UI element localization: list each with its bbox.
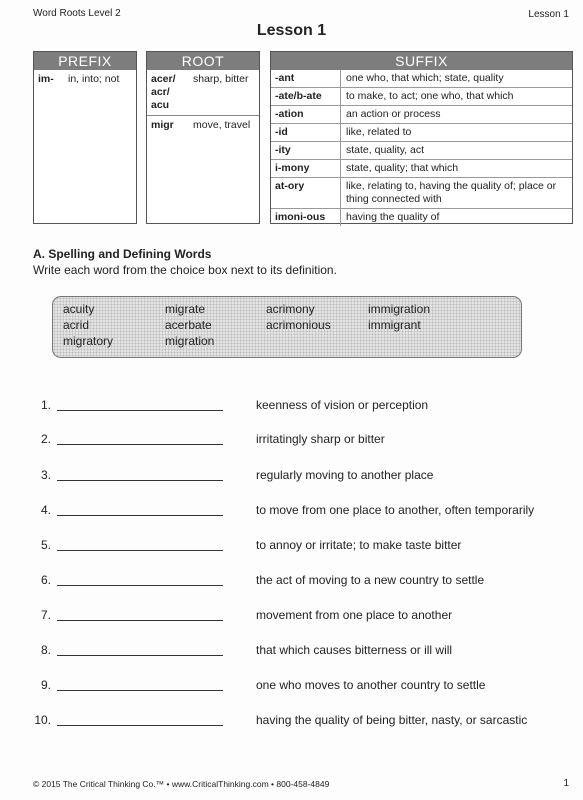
suffix-row xyxy=(271,178,572,209)
suffix-meaning: an action or process xyxy=(346,108,441,120)
answer-blank[interactable] xyxy=(57,515,223,516)
root-meaning: move, travel xyxy=(193,119,251,131)
suffix-term: -ate/b-ate xyxy=(271,88,341,105)
answer-blank[interactable] xyxy=(57,655,223,656)
choice-word: acrid xyxy=(63,318,90,332)
suffix-term: -ation xyxy=(271,106,341,123)
suffix-term: at-ory xyxy=(271,178,341,208)
suffix-meaning: like, related to xyxy=(346,126,412,138)
suffix-meaning: like, relating to, having the quality of; place or thing connected with xyxy=(346,180,557,205)
item-number: 8. xyxy=(40,643,51,657)
choice-word: migrate xyxy=(165,302,206,316)
item-definition: regularly moving to another place xyxy=(256,468,434,482)
prefix-table xyxy=(33,51,137,224)
section-title: A. Spelling and Defining Words xyxy=(33,247,212,261)
choice-word: acuity xyxy=(63,302,95,316)
prefix-term: im- xyxy=(38,73,54,85)
suffix-term: i-mony xyxy=(271,160,341,177)
root-term: migr xyxy=(151,119,174,131)
root-term: acer/ acr/ acu xyxy=(151,73,176,111)
suffix-term: -ity xyxy=(271,142,341,159)
item-number: 6. xyxy=(40,573,51,587)
root-row xyxy=(147,116,259,135)
answer-blank[interactable] xyxy=(57,690,223,691)
answer-blank[interactable] xyxy=(57,585,223,586)
item-definition: irritatingly sharp or bitter xyxy=(256,432,385,446)
root-heading: ROOT xyxy=(147,52,259,70)
item-definition: having the quality of being bitter, nasty, or sarcastic xyxy=(256,713,528,727)
item-definition: that which causes bitterness or ill will xyxy=(256,643,453,657)
running-header: Word Roots Level 2 xyxy=(33,8,121,19)
prefix-row xyxy=(34,70,136,89)
suffix-term: -ant xyxy=(271,70,341,87)
suffix-meaning: state, quality, act xyxy=(346,144,425,156)
answer-blank[interactable] xyxy=(57,620,223,621)
page-title: Lesson 1 xyxy=(256,22,327,39)
answer-blank[interactable] xyxy=(57,444,223,445)
choice-word: migration xyxy=(165,334,215,348)
root-meaning: sharp, bitter xyxy=(193,73,249,85)
choice-word: immigrant xyxy=(368,318,421,332)
item-number: 10. xyxy=(34,713,51,727)
page-number: 1 xyxy=(563,778,569,789)
answer-blank[interactable] xyxy=(57,725,223,726)
prefix-heading: PREFIX xyxy=(34,52,136,70)
suffix-meaning: having the quality of xyxy=(346,211,440,223)
answer-blank[interactable] xyxy=(57,410,223,411)
section-instruction: Write each word from the choice box next to its definition. xyxy=(33,263,337,277)
suffix-table xyxy=(270,51,573,224)
copyright-footer: © 2015 The Critical Thinking Co.™ • www.CriticalThinking.com • 800-458-4849 xyxy=(33,779,330,789)
root-table xyxy=(146,51,260,224)
suffix-row xyxy=(271,88,572,106)
choice-word: acrimonious xyxy=(266,318,331,332)
answer-blank[interactable] xyxy=(57,480,223,481)
item-definition: to annoy or irritate; to make taste bitter xyxy=(256,538,462,552)
prefix-meaning: in, into; not xyxy=(68,73,120,85)
item-definition: movement from one place to another xyxy=(256,608,453,622)
item-number: 4. xyxy=(40,503,51,517)
suffix-term: imoni-ous xyxy=(271,209,341,226)
choice-word: migratory xyxy=(63,334,114,348)
item-number: 2. xyxy=(40,432,51,446)
item-definition: keenness of vision or perception xyxy=(256,398,429,412)
item-definition: the act of moving to a new country to settle xyxy=(256,573,485,587)
suffix-meaning: to make, to act; one who, that which xyxy=(346,90,514,102)
suffix-row xyxy=(271,70,572,88)
item-definition: to move from one place to another, often temporarily xyxy=(256,503,535,517)
choice-box xyxy=(52,296,522,358)
root-row xyxy=(147,70,259,116)
item-number: 1. xyxy=(40,398,51,412)
choice-word: immigration xyxy=(368,302,431,316)
answer-blank[interactable] xyxy=(57,550,223,551)
item-number: 5. xyxy=(40,538,51,552)
suffix-row xyxy=(271,124,572,142)
item-number: 3. xyxy=(40,468,51,482)
item-number: 7. xyxy=(40,608,51,622)
suffix-row xyxy=(271,209,572,226)
suffix-term: -id xyxy=(271,124,341,141)
suffix-row xyxy=(271,142,572,160)
choice-word: acerbate xyxy=(165,318,212,332)
suffix-meaning: one who, that which; state, quality xyxy=(346,72,504,84)
suffix-row xyxy=(271,106,572,124)
running-header-lesson: Lesson 1 xyxy=(528,9,569,20)
choice-word: acrimony xyxy=(266,302,315,316)
suffix-meaning: state, quality; that which xyxy=(346,162,459,174)
item-definition: one who moves to another country to settle xyxy=(256,678,486,692)
item-number: 9. xyxy=(40,678,51,692)
suffix-row xyxy=(271,160,572,178)
suffix-heading: SUFFIX xyxy=(271,52,572,70)
